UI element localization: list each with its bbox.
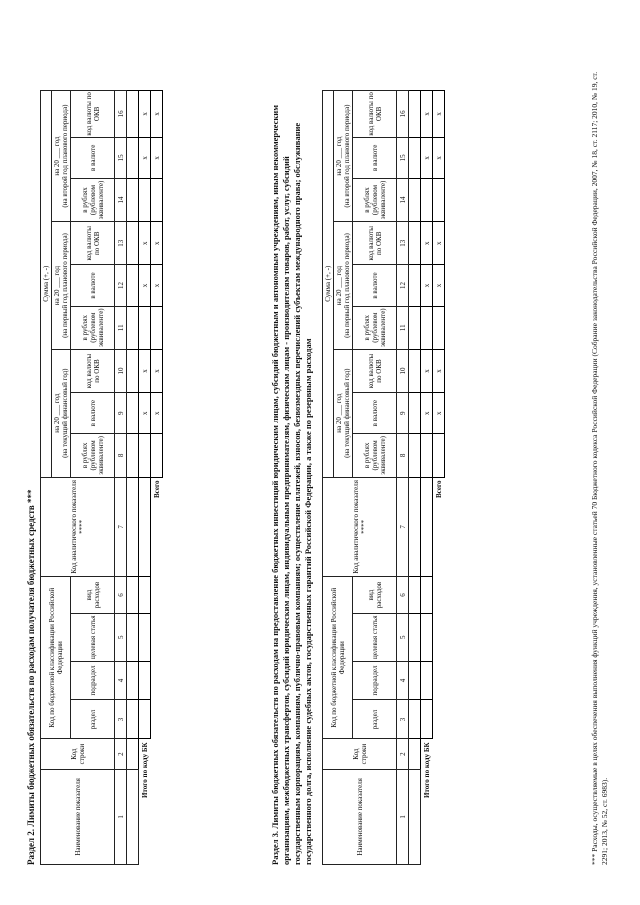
total-x: x [151,137,163,178]
footnote: *** Расходы, осуществляемые в целях обеспечения выполнения функций учреждения, установленные статьей 70 Бюджетного кодекса Российской Федерации (Собрание законодательства Российской Федерации, 2007, № 18, ст. 2117; 2010, № 19, ст. 2291; 2013, № 52, ст. 6983). [590,71,609,865]
section-2-table [40,90,163,865]
col-number: 11 [115,306,127,349]
col-number: 16 [397,91,409,138]
col-number: 12 [397,265,409,306]
data-cell [409,613,421,661]
col-number: 15 [115,137,127,178]
header-cur-1: в валюте [71,393,115,434]
total-cell [433,306,445,349]
data-cell [127,265,139,306]
header-section: раздел [353,700,397,739]
col-number: 9 [115,393,127,434]
header-code-row: Код строки [323,739,397,769]
data-cell [409,349,421,392]
data-cell [127,306,139,349]
data-cell [127,769,139,864]
data-cell [409,769,421,864]
total-cell [421,700,433,739]
header-rub-1: в рублях (рублевом эквиваленте) [71,434,115,477]
col-number: 5 [115,613,127,661]
header-year-1: на 20 ___ год (на текущий финансовый год) [52,349,71,477]
header-cur-2: в валюте [71,265,115,306]
col-number: 10 [397,349,409,392]
header-rub-2: в рублях (рублевом эквиваленте) [353,306,397,349]
total-x: x [433,91,445,138]
total-x: x [151,393,163,434]
total-bk-label: Итого по коду БК [140,742,149,799]
total-cell [433,434,445,477]
header-target: целевая статья [353,613,397,661]
header-okv-1: код валюты по ОКВ [71,349,115,392]
header-year-2: на 20 ___ год (на первый год планового периода) [52,222,71,350]
total-cell [421,178,433,221]
total-cell [139,613,151,661]
header-bk: Код по бюджетной классификации Российской Федерации [41,577,71,739]
total-x: x [139,393,151,434]
header-okv-2: код валюты по ОКВ [353,222,397,265]
total-cell [139,477,151,577]
header-exp-type: вид расходов [353,577,397,614]
data-cell [409,91,421,138]
col-number: 15 [397,137,409,178]
col-number: 7 [115,477,127,577]
total-x: x [421,393,433,434]
data-cell [409,178,421,221]
col-number: 8 [397,434,409,477]
header-name: Наименование показателя [323,769,397,864]
data-cell [409,661,421,700]
col-number: 11 [397,306,409,349]
col-number: 14 [397,178,409,221]
col-number: 2 [397,739,409,769]
total-cell [151,434,163,477]
data-cell [127,137,139,178]
total-cell [139,434,151,477]
data-cell [127,661,139,700]
col-number: 6 [397,577,409,614]
total-cell [433,178,445,221]
data-cell [409,577,421,614]
data-cell [409,393,421,434]
data-cell [127,613,139,661]
total-cell [421,477,433,577]
total-cell [421,577,433,614]
total-cell [421,613,433,661]
header-name: Наименование показателя [41,769,115,864]
col-number: 13 [397,222,409,265]
total-x: x [139,349,151,392]
col-number: 1 [397,769,409,864]
total-x: x [433,393,445,434]
header-year-1: на 20 ___ год (на текущий финансовый год) [334,349,353,477]
total-all-label: Всего [152,480,161,499]
total-x: x [151,349,163,392]
total-x: x [433,265,445,306]
total-x: x [139,91,151,138]
data-cell [127,477,139,577]
col-number: 4 [115,661,127,700]
data-cell [409,265,421,306]
total-x: x [433,137,445,178]
header-year-3: на 20 ___ год (на второй год планового периода) [334,91,353,222]
header-exp-type: вид расходов [71,577,115,614]
col-number: 1 [115,769,127,864]
total-cell [151,178,163,221]
data-cell [409,434,421,477]
header-okv-1: код валюты по ОКВ [353,349,397,392]
data-cell [127,393,139,434]
col-number: 3 [397,700,409,739]
col-number: 8 [115,434,127,477]
total-x: x [421,265,433,306]
data-cell [409,137,421,178]
header-rub-3: в рублях (рублевом эквиваленте) [71,178,115,221]
header-subsection: подраздел [353,661,397,700]
total-x: x [151,265,163,306]
header-cur-2: в валюте [353,265,397,306]
total-x: x [139,265,151,306]
col-number: 13 [115,222,127,265]
total-cell [421,661,433,700]
col-number: 5 [397,613,409,661]
total-x: x [151,222,163,265]
total-x: x [139,222,151,265]
total-x: x [421,91,433,138]
data-cell [409,739,421,769]
header-rub-1: в рублях (рублевом эквиваленте) [353,434,397,477]
total-all-label: Всего [434,480,443,499]
col-number: 7 [397,477,409,577]
col-number: 9 [397,393,409,434]
data-cell [409,306,421,349]
col-number: 6 [115,577,127,614]
section-3-table [322,90,445,865]
total-x: x [421,137,433,178]
col-number: 3 [115,700,127,739]
total-cell [139,178,151,221]
total-x: x [433,349,445,392]
header-subsection: подраздел [71,661,115,700]
header-cur-1: в валюте [353,393,397,434]
data-cell [127,222,139,265]
header-sums: Сумма (+, -) [323,91,334,478]
header-year-3: на 20 ___ год (на второй год планового периода) [52,91,71,222]
header-analytic: Код аналитического показателя **** [41,477,115,577]
total-cell [139,306,151,349]
data-cell [409,477,421,577]
total-cell [151,306,163,349]
total-x: x [421,222,433,265]
total-x: x [433,222,445,265]
total-cell [139,577,151,614]
total-cell [421,434,433,477]
header-bk: Код по бюджетной классификации Российской Федерации [323,577,353,739]
section-2-title: Раздел 2. Лимиты бюджетных обязательств по расходам получателя бюджетных средств *** [26,489,36,865]
data-cell [409,222,421,265]
total-bk-label: Итого по коду БК [422,742,431,799]
header-okv-2: код валюты по ОКВ [71,222,115,265]
total-x: x [139,137,151,178]
data-cell [409,700,421,739]
data-cell [127,91,139,138]
header-section: раздел [71,700,115,739]
data-cell [127,700,139,739]
col-number: 10 [115,349,127,392]
header-okv-3: код валюты по ОКВ [71,91,115,138]
col-number: 4 [397,661,409,700]
total-cell [139,661,151,700]
header-rub-2: в рублях (рублевом эквиваленте) [71,306,115,349]
section-3-title: Раздел 3. Лимиты бюджетных обязательств по расходам на предоставление бюджетных инвестиций юридическим лицам, субсидий бюджетным и автономным учреждениям, иным некоммерческим организациям, межбюджетных трансфертов, субсидий юридическим лицам, индивидуальным предпринимателям, физическим лицам - производителям товаров, работ, услуг, субсидий государственным корпорациям, компаниям, публично-правовым компаниям; осуществление платежей, взносов, безвозмездных перечислений субъектам международного права; обслуживание государственного долга, исполнение судебных актов, государственных гарантий Российской Федерации, а также по резервным расходам [270,105,313,865]
data-cell [127,739,139,769]
header-cur-3: в валюте [353,137,397,178]
header-analytic: Код аналитического показателя **** [323,477,397,577]
data-cell [127,349,139,392]
total-x: x [151,91,163,138]
data-cell [127,178,139,221]
total-cell [139,700,151,739]
header-year-2: на 20 ___ год (на первый год планового периода) [334,222,353,350]
total-x: x [421,349,433,392]
col-number: 16 [115,91,127,138]
col-number: 14 [115,178,127,221]
col-number: 12 [115,265,127,306]
data-cell [127,577,139,614]
header-sums: Сумма (+, -) [41,91,52,478]
header-cur-3: в валюте [71,137,115,178]
header-rub-3: в рублях (рублевом эквиваленте) [353,178,397,221]
col-number: 2 [115,739,127,769]
data-cell [127,434,139,477]
total-cell [421,306,433,349]
header-code-row: Код строки [41,739,115,769]
header-target: целевая статья [71,613,115,661]
header-okv-3: код валюты по ОКВ [353,91,397,138]
